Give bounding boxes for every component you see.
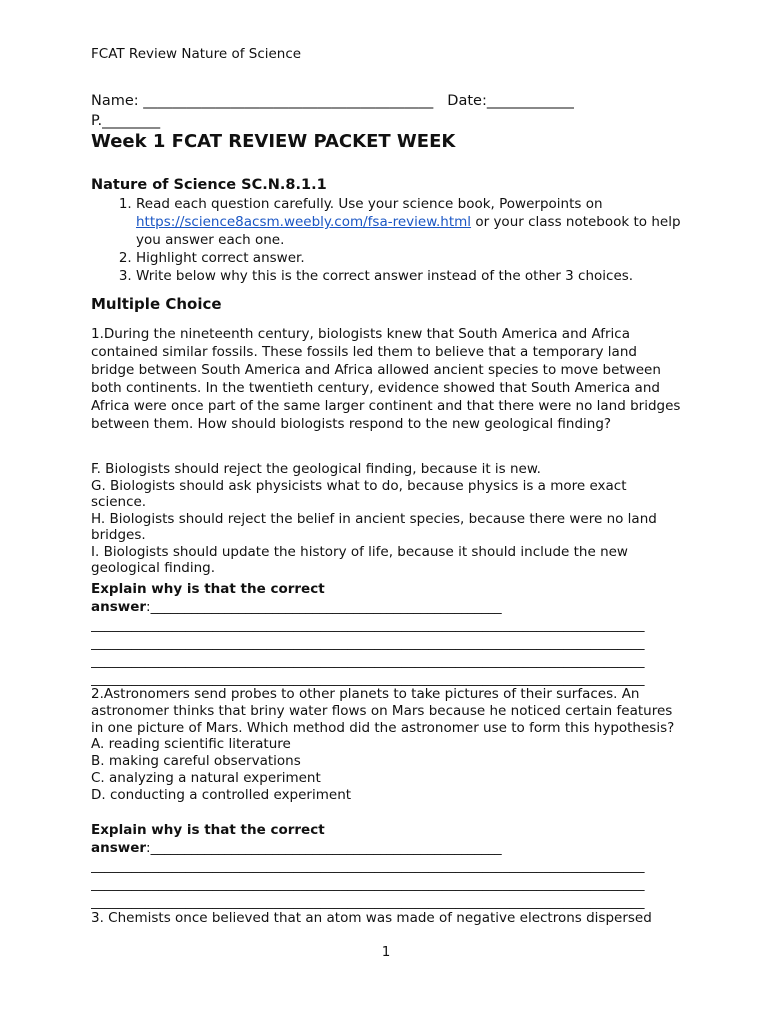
question-1-options xyxy=(91,461,681,577)
page-title: Week 1 FCAT REVIEW PACKET WEEK xyxy=(91,131,456,152)
name-field[interactable]: Name: ________________________________________ xyxy=(91,93,434,109)
answer-option[interactable]: F. Biologists should reject the geological finding, because it is new. xyxy=(91,461,541,477)
answer-option[interactable]: A. reading scientific literature xyxy=(91,736,291,753)
name-date-row xyxy=(91,93,681,109)
answer-line[interactable]: __________________________________________________________________________________ xyxy=(91,894,645,910)
answer-line[interactable]: __________________________________________________________________________________ xyxy=(91,858,645,874)
page-header: FCAT Review Nature of Science xyxy=(91,46,302,62)
answer-line[interactable]: __________________________________________________________________________________ xyxy=(91,671,645,687)
answer-option[interactable]: B. making careful observations xyxy=(91,753,301,770)
answer-line[interactable]: __________________________________________________________________________________ xyxy=(91,653,645,669)
answer-line[interactable]: __________________________________________________________________________________ xyxy=(91,617,645,633)
answer-line[interactable]: __________________________________________________________________________________ xyxy=(91,876,645,892)
answer-option[interactable]: G. Biologists should ask physicists what to do, because physics is a more exact science. xyxy=(91,477,627,510)
instructions-list xyxy=(91,195,684,285)
answer-option[interactable]: C. analyzing a natural experiment xyxy=(91,769,321,786)
multiple-choice-heading: Multiple Choice xyxy=(91,295,222,313)
explain-label: answer xyxy=(91,840,147,856)
instruction-item: 2. Highlight correct answer. xyxy=(136,249,684,267)
answer-blank[interactable]: :____________________________________________________ xyxy=(146,599,502,615)
page-number: 1 xyxy=(381,944,391,960)
question-2 xyxy=(91,686,681,804)
explain-section-2 xyxy=(91,821,681,911)
explain-label: Explain why is that the correct xyxy=(91,581,325,597)
document-page xyxy=(91,0,681,1024)
period-field[interactable]: P.________ xyxy=(91,113,161,129)
instruction-item: 3. Write below why this is the correct answer instead of the other 3 choices. xyxy=(136,267,684,285)
explain-label: answer xyxy=(91,599,147,615)
instruction-item: 1. Read each question carefully. Use your science book, Powerpoints on https://science8acsm.weebly.com/fsa-review.html or your class notebook to help you answer each one. xyxy=(136,195,684,249)
section-heading: Nature of Science SC.N.8.1.1 xyxy=(91,177,327,193)
review-link[interactable]: https://science8acsm.weebly.com/fsa-review.html xyxy=(136,214,472,230)
date-field[interactable]: Date:____________ xyxy=(447,93,574,109)
explain-label: Explain why is that the correct xyxy=(91,822,325,838)
answer-option[interactable]: H. Biologists should reject the belief in ancient species, because there were no land bridges. xyxy=(91,510,657,543)
question-1-text: 1.During the nineteenth century, biologists knew that South America and Africa contained similar fossils. These fossils led them to believe that a temporary land bridge between South America and Africa allowed ancient species to move between both continents. In the twentieth century, evidence showed that South America and Africa were once part of the same larger continent and that there were no land bridges between them. How should biologists respond to the new geological finding? xyxy=(91,326,681,432)
answer-option[interactable]: I. Biologists should update the history of life, because it should include the new geological finding. xyxy=(91,543,628,576)
question-2-text: 2.Astronomers send probes to other planets to take pictures of their surfaces. An astronomer thinks that briny water flows on Mars because he noticed certain features in one picture of Mars. Which method did the astronomer use to form this hypothesis? xyxy=(91,686,675,736)
explain-section-1 xyxy=(91,580,681,688)
answer-line[interactable]: __________________________________________________________________________________ xyxy=(91,635,645,651)
answer-option[interactable]: D. conducting a controlled experiment xyxy=(91,786,352,803)
question-3-text: 3. Chemists once believed that an atom was made of negative electrons dispersed xyxy=(91,910,652,926)
answer-blank[interactable]: :____________________________________________________ xyxy=(146,840,502,856)
